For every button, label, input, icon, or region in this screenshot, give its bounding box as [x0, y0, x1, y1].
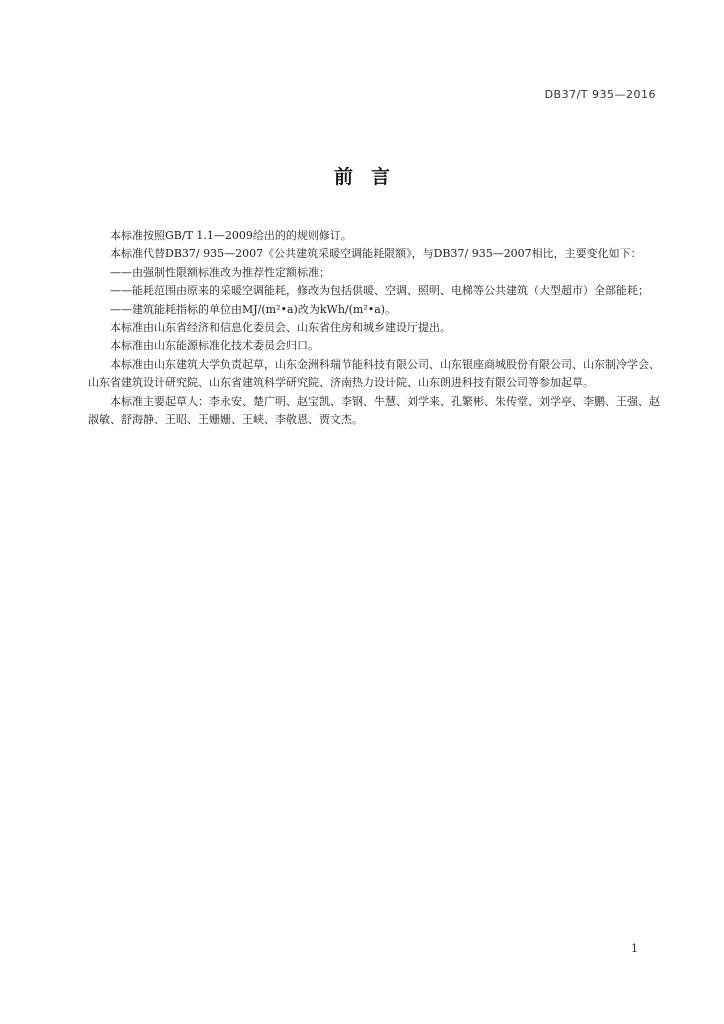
page-number: 1: [631, 942, 638, 955]
change-item-1: ——由强制性限额标准改为推荐性定额标准；: [110, 265, 330, 279]
page-title: 前言: [333, 166, 408, 188]
change-item-2: ——能耗范围由原来的采暖空调能耗，修改为包括供暖、空调、照明、电梯等公共建筑（大型超市）全部能耗；: [110, 284, 649, 298]
document-code: DB37/T 935—2016: [544, 88, 656, 101]
paragraph-drafting-units: 本标准由山东建筑大学负责起草，山东金洲科瑞节能科技有限公司、山东银座商城股份有限公司、山东制冷学会、山东省建筑设计研究院、山东省建筑科学研究院、济南热力设计院、山东朗进科技有限公司等参加起草。: [88, 357, 660, 390]
paragraph-revision-basis: 本标准按照GB/T 1.1—2009给出的的规则修订。: [110, 229, 352, 242]
paragraph-drafters: 本标准主要起草人：李永安、楚广明、赵宝凯、李钢、牛慧、刘学来、孔繁彬、朱传堂、刘学亭、李鹏、王强、赵淑敏、舒海静、王昭、王姗姗、王峡、李敬恩、贾文杰。: [88, 394, 660, 427]
paragraph-centralized-by: 本标准由山东能源标准化技术委员会归口。: [110, 339, 319, 353]
paragraph-proposed-by: 本标准由山东省经济和信息化委员会、山东省住房和城乡建设厅提出。: [110, 321, 451, 335]
change-item-3: ——建筑能耗指标的单位由MJ/(m²•a)改为kWh/(m²•a)。: [110, 302, 397, 316]
foreword-body: [88, 227, 660, 429]
paragraph-replacement: 本标准代替DB37/ 935—2007《公共建筑采暖空调能耗限额》，与DB37/ 935—2007相比，主要变化如下：: [110, 247, 642, 261]
